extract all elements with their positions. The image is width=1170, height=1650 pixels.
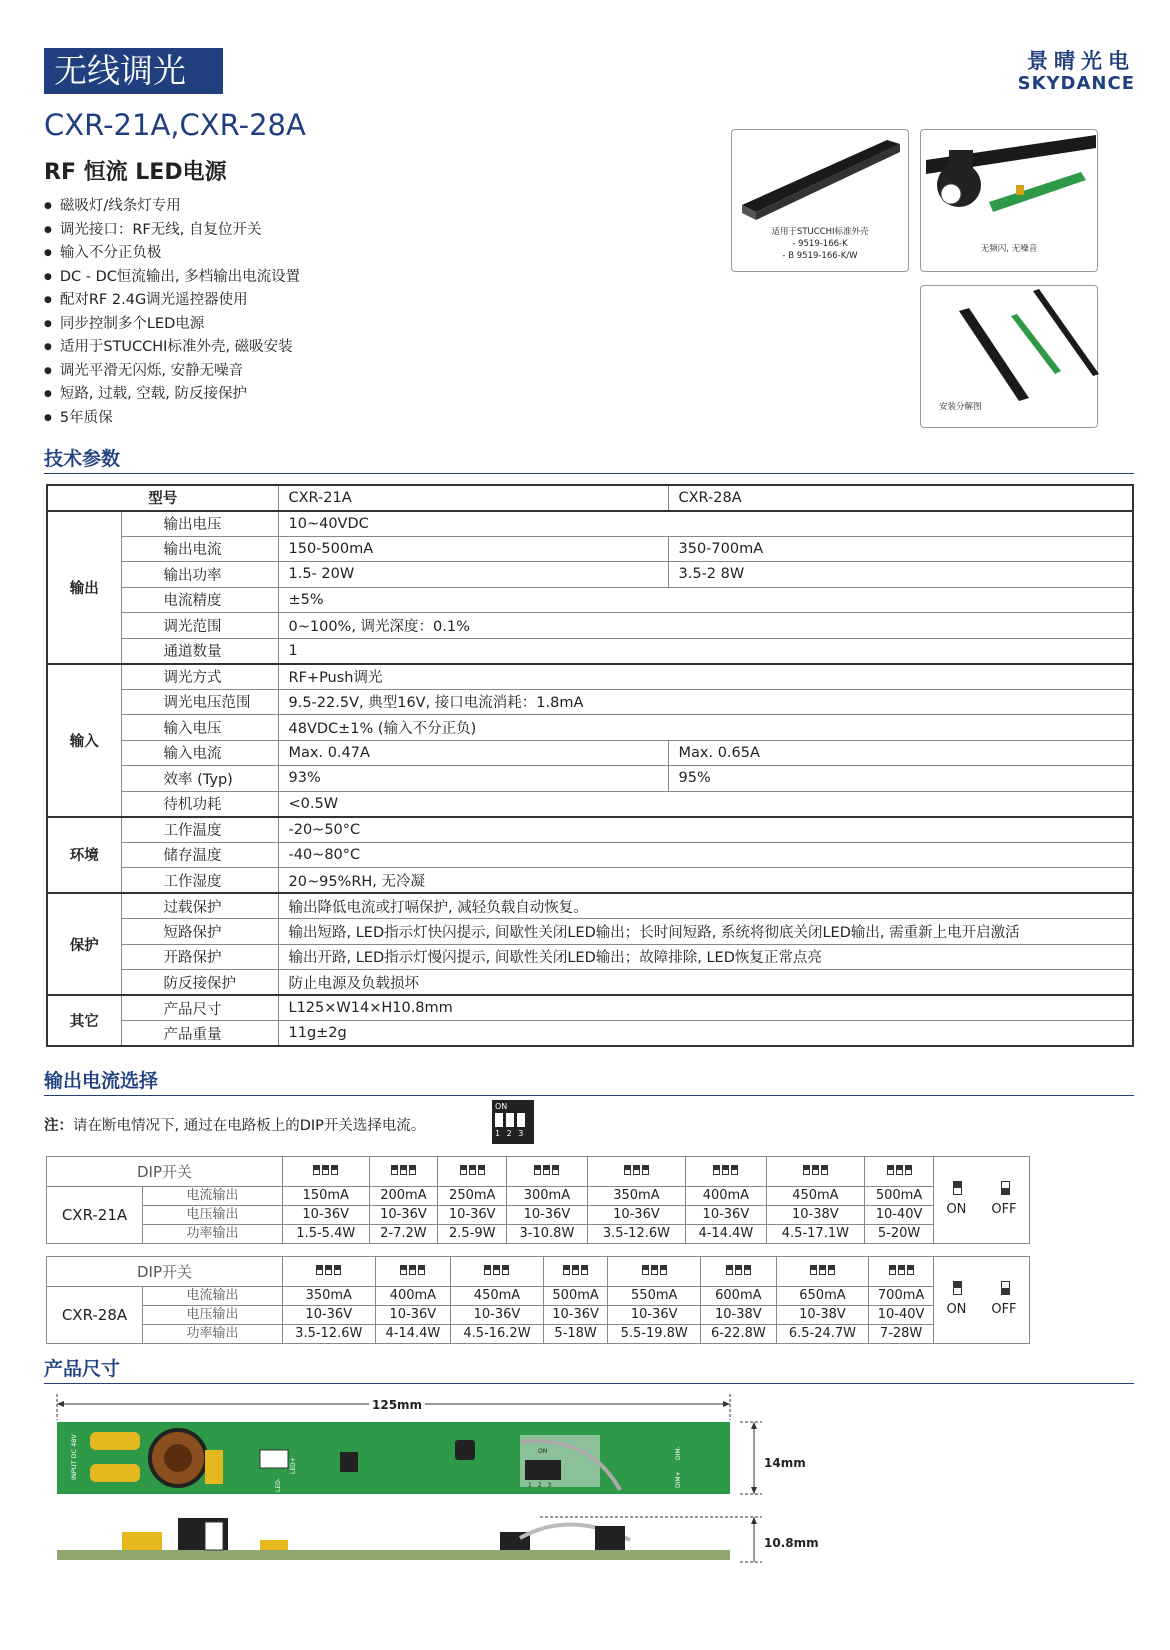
dip-setting-icon xyxy=(865,1157,934,1187)
spec-value: -20~50°C xyxy=(278,817,1133,843)
dip-cell: 1.5-5.4W xyxy=(283,1225,370,1244)
dip-cell: 10-36V xyxy=(369,1206,438,1225)
spec-header-model: CXR-21A xyxy=(278,485,668,511)
dip-setting-icon xyxy=(776,1257,869,1287)
dip-setting-icon xyxy=(766,1157,864,1187)
spec-row-label: 工作湿度 xyxy=(121,868,278,894)
dip-cell: 10-36V xyxy=(438,1206,507,1225)
spec-table xyxy=(46,484,1134,1047)
pcb-dip-switch xyxy=(525,1460,561,1480)
spec-value: Max. 0.47A xyxy=(278,740,668,766)
spec-row-label: 效率 (Typ) xyxy=(121,766,278,792)
dip-cell: 10-36V xyxy=(283,1306,376,1325)
dip-on-label: ON xyxy=(495,1102,508,1111)
housing-image xyxy=(732,130,910,230)
feature-item: ● DC - DC恒流输出, 多档输出电流设置 xyxy=(44,266,300,290)
dip-setting-icon xyxy=(686,1157,767,1187)
note-label: 注： xyxy=(44,1118,73,1134)
dip-cell: 400mA xyxy=(375,1287,451,1306)
spec-value: 350-700mA xyxy=(668,536,1133,562)
spec-row-label: 产品重量 xyxy=(121,1021,278,1047)
spotlight-image xyxy=(921,130,1099,240)
led-connector xyxy=(260,1450,288,1468)
section-divider xyxy=(44,1383,1134,1384)
arrow-icon xyxy=(751,1422,757,1429)
capacitor-side xyxy=(122,1532,162,1550)
spec-value: 1 xyxy=(278,638,1133,664)
spec-value: Max. 0.65A xyxy=(668,740,1133,766)
off-label: OFF xyxy=(991,1202,1017,1217)
inductor-core xyxy=(164,1444,192,1472)
arrow-icon xyxy=(751,1517,757,1524)
feature-list xyxy=(44,195,300,430)
dip-cell: 2-7.2W xyxy=(369,1225,438,1244)
dip-setting-icon xyxy=(608,1257,701,1287)
dip-row-label: 功率输出 xyxy=(143,1325,283,1344)
spec-row-label: 输出电流 xyxy=(121,536,278,562)
dip-setting-icon xyxy=(507,1157,588,1187)
feature-item: ● 5年质保 xyxy=(44,407,300,431)
spec-value: 48VDC±1% (输入不分正负) xyxy=(278,715,1133,741)
spec-value: 10~40VDC xyxy=(278,511,1133,537)
brand-logo-en: SKYDANCE xyxy=(1017,73,1135,94)
dip-cell: 10-38V xyxy=(776,1306,869,1325)
feature-item: ● 同步控制多个LED电源 xyxy=(44,313,300,337)
dip-setting-icon xyxy=(451,1257,544,1287)
dip-table-cxr28a xyxy=(46,1256,1030,1344)
section-divider xyxy=(44,473,1134,474)
dip-header-label: DIP开关 xyxy=(47,1257,283,1287)
on-off-legend xyxy=(934,1257,1030,1344)
dip-cell: 10-36V xyxy=(587,1206,685,1225)
page-title: 无线调光 xyxy=(44,48,223,94)
dip-header-label: DIP开关 xyxy=(47,1157,283,1187)
component-side xyxy=(260,1540,288,1550)
dip-number-labels: 1 2 3 xyxy=(495,1129,526,1138)
height-label: 10.8mm xyxy=(764,1536,819,1550)
dip-cell: 2.5-9W xyxy=(438,1225,507,1244)
dip-cell: 700mA xyxy=(869,1287,934,1306)
dip-cell: 10-36V xyxy=(608,1306,701,1325)
on-label: ON xyxy=(946,1302,967,1317)
dip-cell: 5.5-19.8W xyxy=(608,1325,701,1344)
feature-item: ● 调光接口：RF无线, 自复位开关 xyxy=(44,219,300,243)
feature-item: ● 短路, 过载, 空载, 防反接保护 xyxy=(44,383,300,407)
dip-cell: 600mA xyxy=(700,1287,776,1306)
dip-cell: 3-10.8W xyxy=(507,1225,588,1244)
pcb-led-plus-label: LED+ xyxy=(290,1457,297,1474)
pcb-side-view xyxy=(57,1550,730,1560)
section-title-current: 输出电流选择 xyxy=(44,1070,159,1092)
spec-row-label: 过载保护 xyxy=(121,893,278,919)
pcb-input-label: INPUT DC 48V xyxy=(70,1434,78,1480)
dip-cell: 450mA xyxy=(766,1187,864,1206)
dip-note xyxy=(44,1114,425,1135)
dip-cell: 10-36V xyxy=(451,1306,544,1325)
dip-setting-icon xyxy=(543,1257,608,1287)
pcb-dim-plus-label: DIM+ xyxy=(675,1471,682,1488)
dip-cell: 10-36V xyxy=(507,1206,588,1225)
dip-cell: 10-36V xyxy=(543,1306,608,1325)
dip-cell: 5-20W xyxy=(865,1225,934,1244)
dip-cell: 6.5-24.7W xyxy=(776,1325,869,1344)
dip-cell: 350mA xyxy=(283,1287,376,1306)
component-side xyxy=(595,1526,625,1550)
dip-cell: 450mA xyxy=(451,1287,544,1306)
spec-value: 95% xyxy=(668,766,1133,792)
dip-cell: 500mA xyxy=(865,1187,934,1206)
dip-cell: 10-36V xyxy=(686,1206,767,1225)
section-title-specs: 技术参数 xyxy=(44,448,121,470)
pcb-switch-numbers: 1 2 3 xyxy=(528,1482,554,1489)
housing-caption: 适用于STUCCHI标准外壳 xyxy=(771,227,869,237)
arrow-icon xyxy=(723,1401,730,1407)
spec-group-label: 输入 xyxy=(47,664,121,817)
feature-item: ● 磁吸灯/线条灯专用 xyxy=(44,195,300,219)
housing-caption: - 9519-166-K xyxy=(792,239,848,249)
capacitor xyxy=(90,1464,140,1482)
feature-item: ● 适用于STUCCHI标准外壳, 磁吸安装 xyxy=(44,336,300,360)
length-label: 125mm xyxy=(369,1398,425,1412)
dip-cell: 4.5-16.2W xyxy=(451,1325,544,1344)
dip-cell: 200mA xyxy=(369,1187,438,1206)
dip-row-label: 功率输出 xyxy=(143,1225,283,1244)
ic-chip xyxy=(340,1452,358,1472)
spec-row-label: 调光电压范围 xyxy=(121,689,278,715)
pcb-on-label: ON xyxy=(538,1448,548,1455)
dip-model-label: CXR-28A xyxy=(47,1287,143,1344)
dip-cell: 650mA xyxy=(776,1287,869,1306)
product-subtitle: RF 恒流 LED电源 xyxy=(44,160,227,185)
feature-item: ● 输入不分正负极 xyxy=(44,242,300,266)
spec-row-label: 工作温度 xyxy=(121,817,278,843)
dip-switch-diagram xyxy=(492,1100,534,1144)
width-label: 14mm xyxy=(764,1456,806,1470)
dip-cell: 3.5-12.6W xyxy=(587,1225,685,1244)
dip-cell: 10-40V xyxy=(865,1206,934,1225)
spec-row-label: 调光方式 xyxy=(121,664,278,690)
spec-row-label: 输入电流 xyxy=(121,740,278,766)
section-title-dimensions: 产品尺寸 xyxy=(44,1358,121,1380)
arrow-icon xyxy=(751,1487,757,1494)
spec-row-label: 输入电压 xyxy=(121,715,278,741)
spec-row-label: 防反接保护 xyxy=(121,970,278,996)
dip-cell: 400mA xyxy=(686,1187,767,1206)
pcb-dim-minus-label: DIM- xyxy=(675,1446,682,1460)
brand-logo-cn: 景晴光电 xyxy=(1027,49,1135,73)
spotlight-photo xyxy=(920,129,1098,272)
spec-row-label: 电流精度 xyxy=(121,587,278,613)
spec-row-label: 调光范围 xyxy=(121,613,278,639)
spec-row-label: 短路保护 xyxy=(121,919,278,945)
dip-cell: 550mA xyxy=(608,1287,701,1306)
spec-group-label: 环境 xyxy=(47,817,121,894)
dip-cell: 10-36V xyxy=(283,1206,370,1225)
inductor-small xyxy=(455,1440,475,1460)
exploded-view-image xyxy=(921,286,1099,406)
dip-setting-icon xyxy=(283,1257,376,1287)
spec-value: 9.5-22.5V, 典型16V, 接口电流消耗：1.8mA xyxy=(278,689,1133,715)
dip-cell: 10-36V xyxy=(375,1306,451,1325)
dip-cell: 7-28W xyxy=(869,1325,934,1344)
spec-row-label: 储存温度 xyxy=(121,842,278,868)
spec-row-label: 待机功耗 xyxy=(121,791,278,817)
dip-setting-icon xyxy=(869,1257,934,1287)
dip-setting-icon xyxy=(587,1157,685,1187)
dip-cell: 300mA xyxy=(507,1187,588,1206)
dip-setting-icon xyxy=(369,1157,438,1187)
dip-cell: 10-38V xyxy=(700,1306,776,1325)
capacitor-side xyxy=(205,1522,223,1550)
housing-caption: - B 9519-166-K/W xyxy=(782,251,858,261)
housing-photo xyxy=(731,129,909,272)
spotlight-caption: 无频闪, 无噪音 xyxy=(980,244,1038,254)
dip-row-label: 电流输出 xyxy=(143,1187,283,1206)
spec-group-label: 其它 xyxy=(47,995,121,1046)
spec-value: 93% xyxy=(278,766,668,792)
dip-row-label: 电流输出 xyxy=(143,1287,283,1306)
spec-value: RF+Push调光 xyxy=(278,664,1133,690)
dip-cell: 250mA xyxy=(438,1187,507,1206)
dip-cell: 4-14.4W xyxy=(375,1325,451,1344)
spec-header-model: CXR-28A xyxy=(668,485,1133,511)
arrow-icon xyxy=(57,1401,64,1407)
capacitor xyxy=(90,1432,140,1450)
dip-cell: 6-22.8W xyxy=(700,1325,776,1344)
spec-row-label: 产品尺寸 xyxy=(121,995,278,1021)
capacitor xyxy=(205,1450,223,1484)
spec-header-type: 型号 xyxy=(47,485,278,511)
dip-setting-icon xyxy=(700,1257,776,1287)
dimension-drawing xyxy=(50,1390,810,1570)
dip-cell: 3.5-12.6W xyxy=(283,1325,376,1344)
dip-cell: 500mA xyxy=(543,1287,608,1306)
dip-row-label: 电压输出 xyxy=(143,1206,283,1225)
spec-row-label: 输出电压 xyxy=(121,511,278,537)
dip-cell: 10-38V xyxy=(766,1206,864,1225)
spec-value: L125×W14×H10.8mm xyxy=(278,995,1133,1021)
spec-value: 150-500mA xyxy=(278,536,668,562)
exploded-view-caption: 安装分解图 xyxy=(939,402,982,412)
dip-cell: 4.5-17.1W xyxy=(766,1225,864,1244)
spec-value: 输出降低电流或打嗝保护, 减轻负载自动恢复。 xyxy=(278,893,1133,919)
dip-setting-icon xyxy=(438,1157,507,1187)
model-names: CXR-21A,CXR-28A xyxy=(44,108,306,142)
dip-setting-icon xyxy=(283,1157,370,1187)
spec-value: 1.5- 20W xyxy=(278,562,668,588)
dip-setting-icon xyxy=(375,1257,451,1287)
feature-item: ● 配对RF 2.4G调光遥控器使用 xyxy=(44,289,300,313)
dip-cell: 10-40V xyxy=(869,1306,934,1325)
dip-cell: 4-14.4W xyxy=(686,1225,767,1244)
exploded-view-photo xyxy=(920,285,1098,428)
off-label: OFF xyxy=(991,1302,1017,1317)
spec-row-label: 输出功率 xyxy=(121,562,278,588)
spec-value: 11g±2g xyxy=(278,1021,1133,1047)
dip-cell: 350mA xyxy=(587,1187,685,1206)
on-off-legend xyxy=(934,1157,1030,1244)
dip-cell: 5-18W xyxy=(543,1325,608,1344)
on-label: ON xyxy=(946,1202,967,1217)
dip-cell: 150mA xyxy=(283,1187,370,1206)
spec-row-label: 开路保护 xyxy=(121,944,278,970)
note-text: 请在断电情况下, 通过在电路板上的DIP开关选择电流。 xyxy=(73,1118,426,1134)
spec-value: 输出短路, LED指示灯快闪提示, 间歇性关闭LED输出；长时间短路, 系统将彻底关闭LED输出, 需重新上电开启激活 xyxy=(278,919,1133,945)
dip-table-cxr21a xyxy=(46,1156,1030,1244)
spec-group-label: 保护 xyxy=(47,893,121,995)
section-divider xyxy=(44,1095,1134,1096)
spec-group-label: 输出 xyxy=(47,511,121,664)
spec-value: 3.5-2 8W xyxy=(668,562,1133,588)
spec-row-label: 通道数量 xyxy=(121,638,278,664)
spec-value: 输出开路, LED指示灯慢闪提示, 间歇性关闭LED输出；故障排除, LED恢复正常点亮 xyxy=(278,944,1133,970)
dip-row-label: 电压输出 xyxy=(143,1306,283,1325)
spec-value: ±5% xyxy=(278,587,1133,613)
spec-value: 20~95%RH, 无冷凝 xyxy=(278,868,1133,894)
feature-item: ● 调光平滑无闪烁, 安静无噪音 xyxy=(44,360,300,384)
dip-model-label: CXR-21A xyxy=(47,1187,143,1244)
spec-value: -40~80°C xyxy=(278,842,1133,868)
spec-value: <0.5W xyxy=(278,791,1133,817)
spec-value: 防止电源及负载损坏 xyxy=(278,970,1133,996)
spec-value: 0~100%, 调光深度：0.1% xyxy=(278,613,1133,639)
pcb-led-minus-label: LED- xyxy=(275,1478,282,1492)
